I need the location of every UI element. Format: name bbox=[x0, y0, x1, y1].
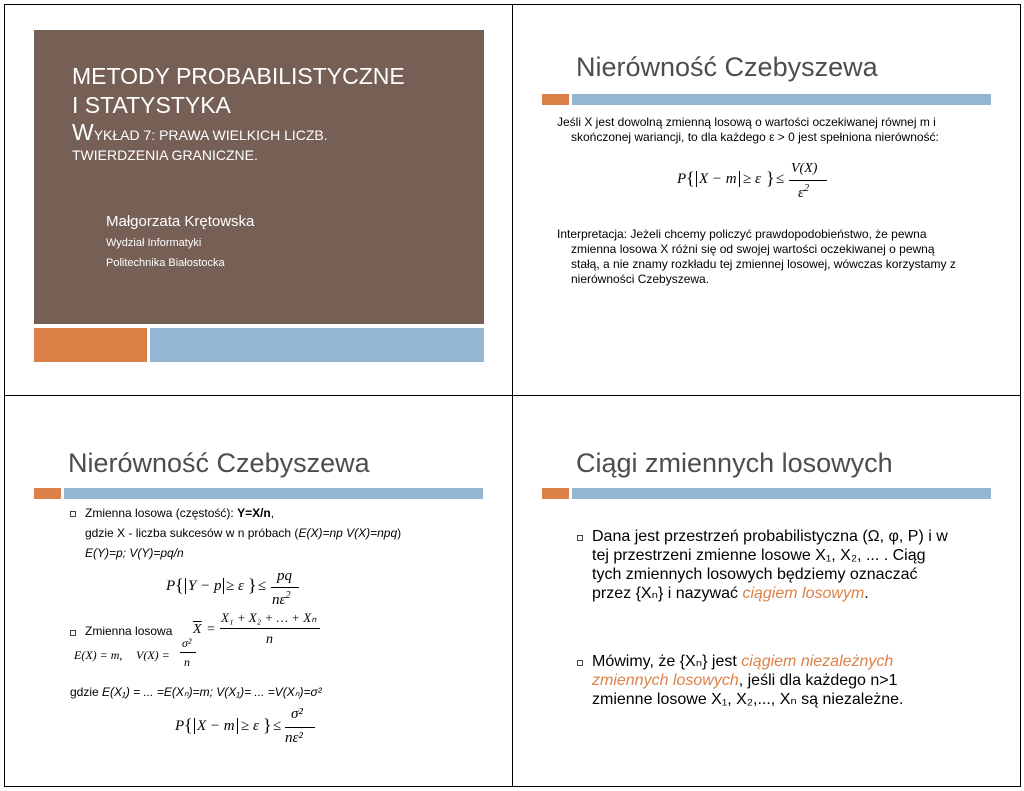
accent-orange-block bbox=[34, 328, 147, 362]
bullet-mean-variable: Zmienna losowa bbox=[85, 624, 173, 638]
university: Politechnika Białostocka bbox=[106, 257, 225, 269]
fraction-bar bbox=[180, 652, 196, 653]
title-underline-orange bbox=[542, 488, 569, 499]
author-name: Małgorzata Krętowska bbox=[106, 213, 255, 230]
accent-blue-block bbox=[150, 328, 484, 362]
title-underline-blue bbox=[64, 488, 483, 499]
title-underline-blue bbox=[572, 94, 991, 105]
frequency-chebyshev-formula: P { Y − p ≥ ε } ≤ pq $n\varepsilon^2$ bbox=[166, 568, 316, 612]
mean-chebyshev-formula: P { X − m ≥ ε } ≤ σ² nε² bbox=[175, 706, 325, 754]
sample-mean-formula: $\overline{X}$ = X₁ + X₂ + … + Xₙ n bbox=[193, 610, 333, 650]
iid-assumption-line: gdzie E(X₁) = ... =E(Xₙ)=m; V(X₁)= ... =V(Xₙ)=σ² bbox=[70, 685, 322, 699]
successes-line: gdzie X - liczba sukcesów w n próbach (E(X)=np V(X)=npq) bbox=[85, 526, 402, 540]
intro-text: Jeśli X jest dowolną zmienną losową o wartości oczekiwanej równej m i skończonej wariancji, to dla każdego ε > 0 jest spełniona nierówność: bbox=[557, 115, 939, 144]
slide-3 bbox=[4, 395, 513, 787]
bullet-icon bbox=[577, 660, 583, 666]
slide-title: Nierówność Czebyszewa bbox=[68, 448, 370, 478]
independent-sequence-definition: Mówimy, że {Xₙ} jest ciągiem niezależnych zmiennych losowych, jeśli dla każdego n>1 zmienne losowe X₁, X₂,..., Xₙ są niezależne. bbox=[592, 653, 904, 708]
fraction-bar bbox=[220, 628, 320, 629]
mean-variance-formula: E(X) = m, V(X) = σ² n bbox=[74, 636, 214, 676]
slide-title: Nierówność Czebyszewa bbox=[576, 52, 878, 82]
fraction-bar bbox=[285, 727, 315, 728]
title-underline-blue bbox=[572, 488, 991, 499]
bullet-frequency: Zmienna losowa (częstość): Y=X/n, bbox=[85, 506, 275, 520]
bullet-icon bbox=[70, 511, 76, 517]
slide-4 bbox=[512, 395, 1021, 787]
title-underline-orange bbox=[34, 488, 61, 499]
interpretation-text: Interpretacja: Jeżeli chcemy policzyć prawdopodobieństwo, że pewna zmienna losowa X różni się od swojej wartości oczekiwanej o pewną stałą, a nie znamy rozkładu tej zmiennej losowej, wówczas korzystamy z nierówności Czebyszewa. bbox=[557, 227, 956, 286]
chebyshev-formula: P { X − m ≥ ε } ≤ V(X) $\varepsilon^2$ bbox=[677, 161, 837, 205]
department: Wydział Informatyki bbox=[106, 237, 202, 249]
fraction-bar bbox=[789, 180, 827, 181]
slide-subtitle: WYKŁAD 7: PRAWA WIELKICH LICZB. TWIERDZENIA GRANICZNE. bbox=[72, 119, 328, 163]
slide-2 bbox=[512, 4, 1021, 396]
bullet-icon bbox=[577, 535, 583, 541]
title-underline-orange bbox=[542, 94, 569, 105]
slide-1 bbox=[4, 4, 513, 396]
slide-title: METODY PROBABILISTYCZNE I STATYSTYKA bbox=[72, 63, 405, 118]
random-sequence-definition: Dana jest przestrzeń probabilistyczna (Ω, φ, P) i w tej przestrzeni zmienne losowe X₁, X₂, ... . Ciąg tych zmiennych losowych będziemy oznaczać przez {Xₙ} i nazywać ciągiem losowym. bbox=[592, 528, 948, 602]
slide-title: Ciągi zmiennych losowych bbox=[576, 448, 893, 478]
fraction-bar bbox=[271, 587, 299, 588]
expectation-line: E(Y)=p; V(Y)=pq/n bbox=[85, 546, 184, 560]
